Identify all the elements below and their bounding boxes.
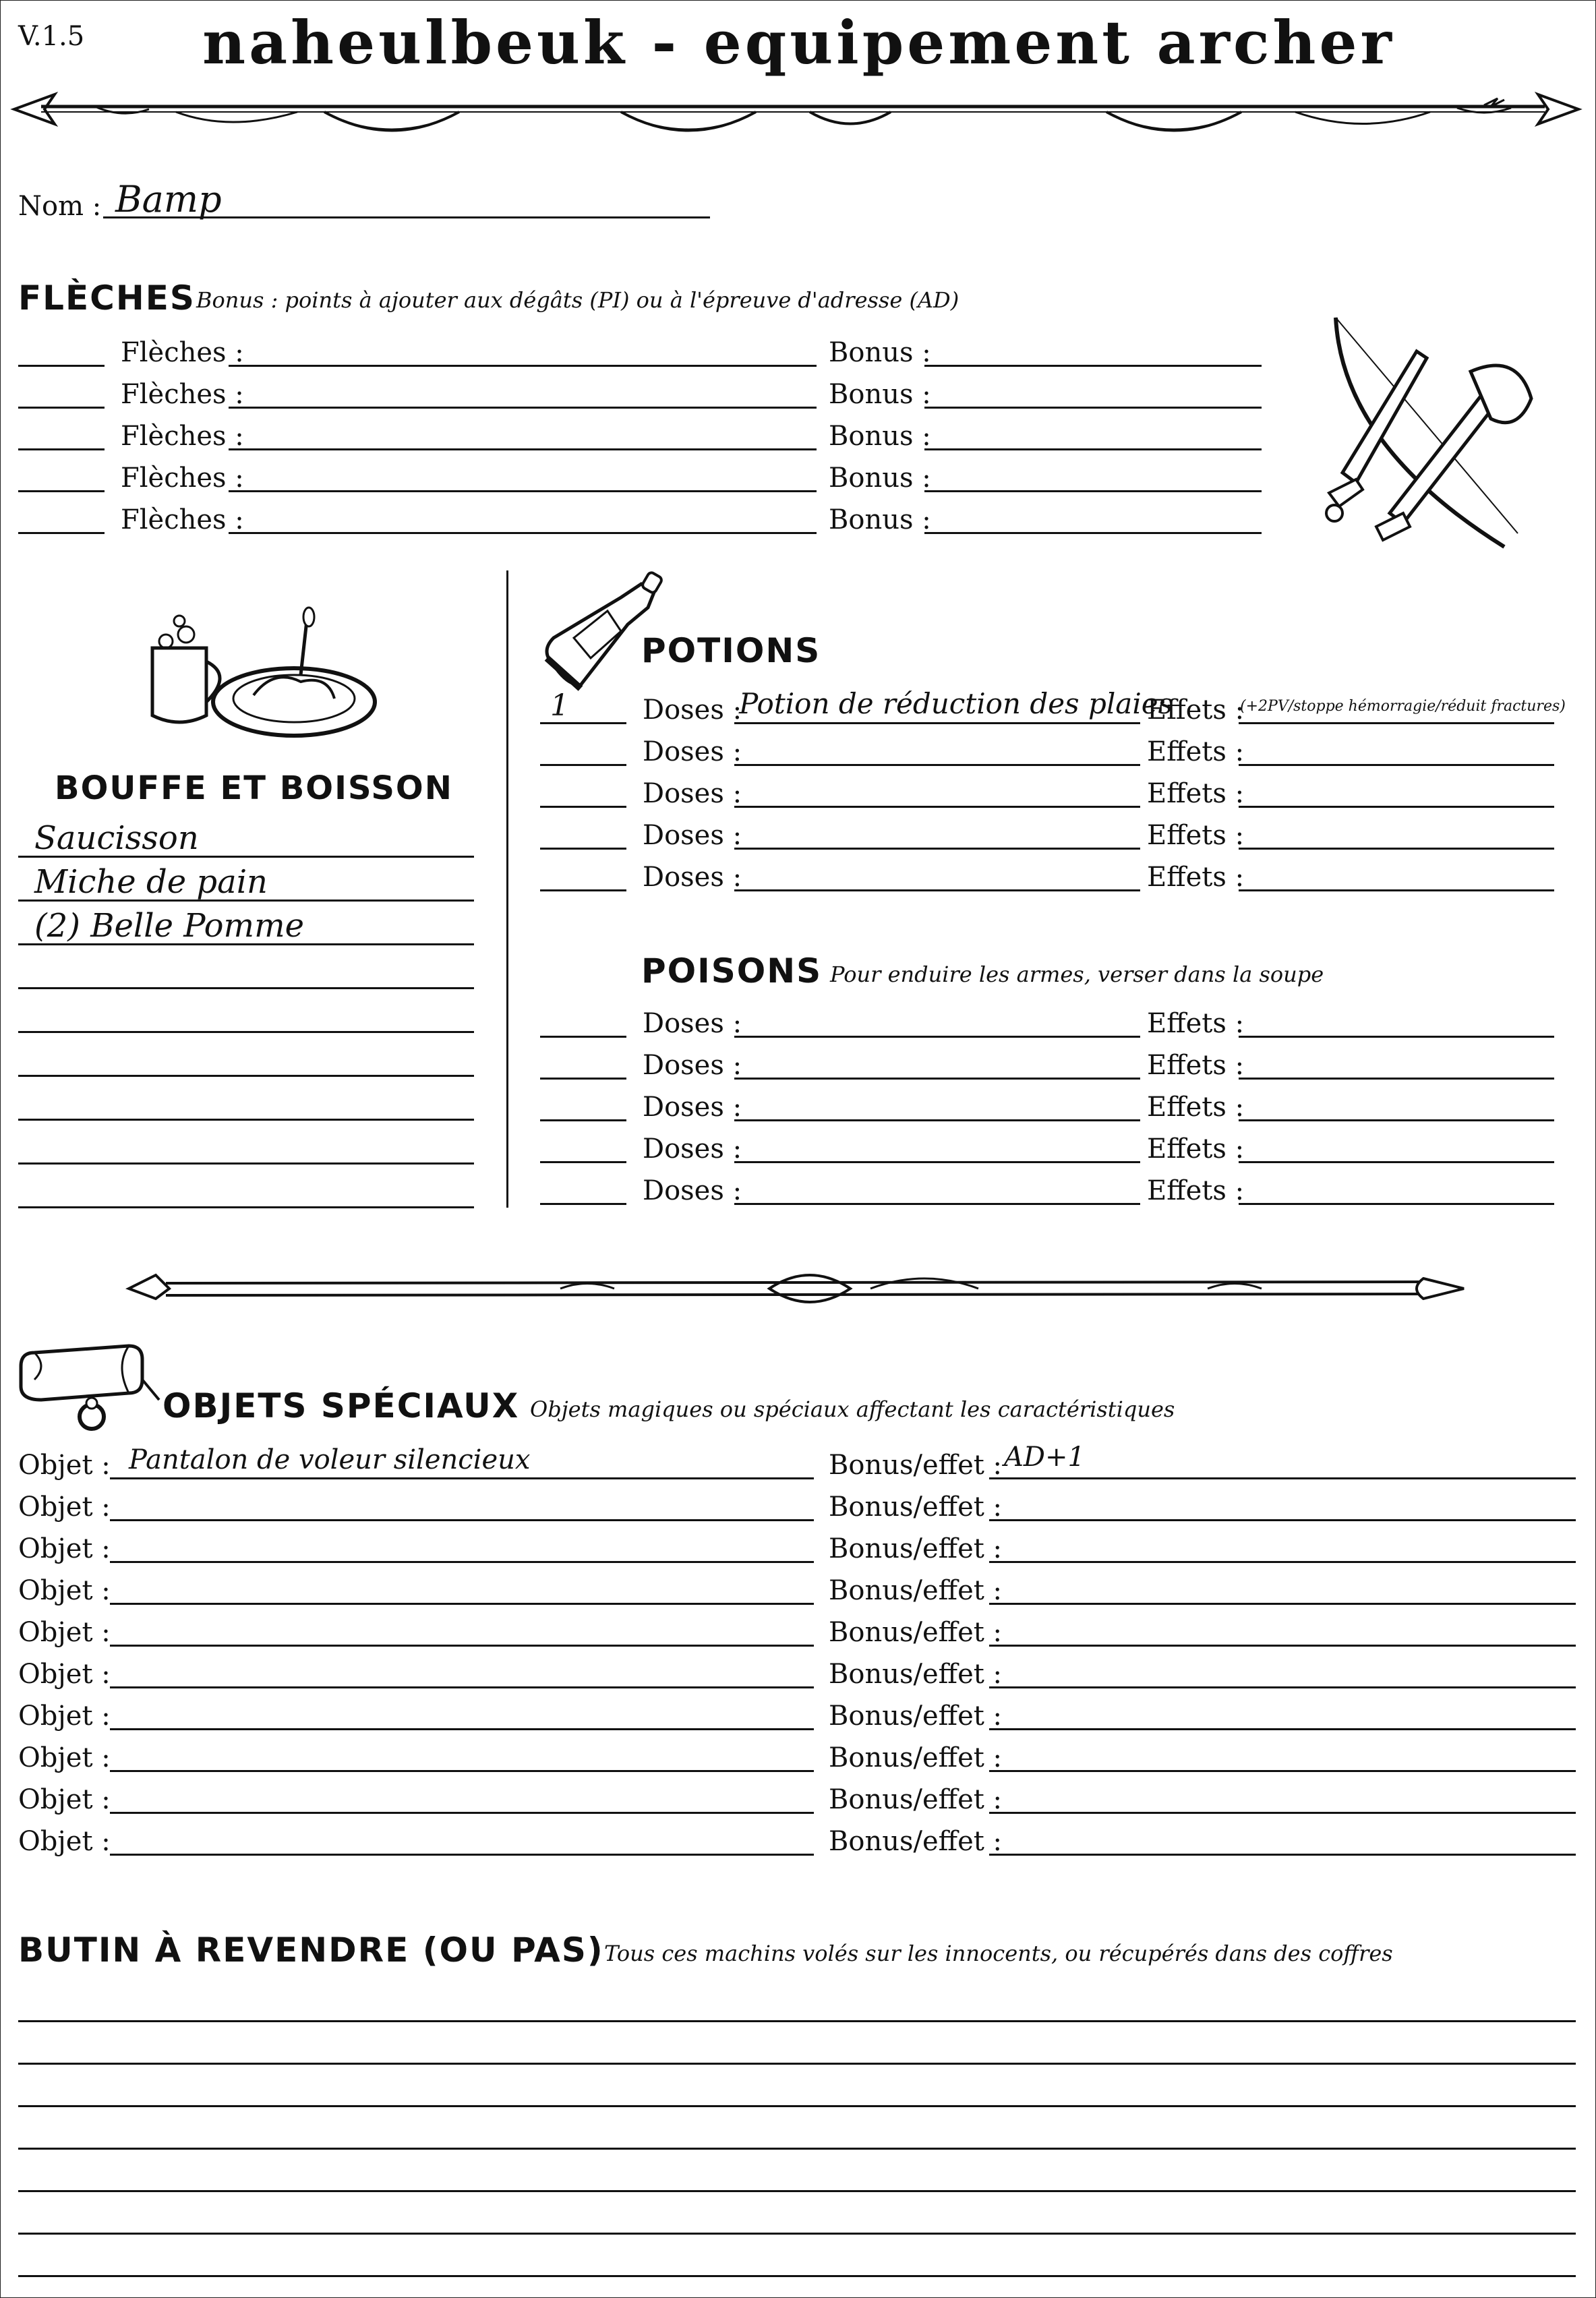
objet-bonus-field[interactable] [989,1770,1576,1772]
column-divider [506,570,508,1208]
scroll-ring-illustration [14,1339,162,1440]
objet-label: Objet : [18,1492,111,1523]
poison-effets-label: Effets : [1147,1092,1245,1123]
butin-heading: BUTIN À REVENDRE (OU PAS) [18,1931,604,1970]
potion-effect-field[interactable] [1239,848,1554,850]
potion-qty-field[interactable] [540,848,626,850]
butin-line[interactable] [18,2148,1576,2150]
objet-bonus-field[interactable] [989,1477,1576,1479]
potion-effect-field[interactable] [1239,889,1554,891]
fleches-name-field[interactable] [229,407,817,409]
potion-effets-label: Effets : [1147,862,1245,893]
bouffe-heading: BOUFFE ET BOISSON [55,769,453,807]
page-title: naheulbeuk - equipement archer [202,7,1395,78]
poison-doses-label: Doses : [643,1050,742,1081]
potion-name-field[interactable] [734,889,1140,891]
objet-name-value[interactable]: Pantalon de voleur silencieux [129,1444,531,1475]
fleches-name-field[interactable] [229,490,817,492]
poison-qty-field[interactable] [540,1161,626,1163]
fleches-bonus-field[interactable] [924,407,1262,409]
objet-name-field[interactable] [110,1645,814,1647]
potion-name-value[interactable]: Potion de réduction des plaies [739,687,1173,720]
objet-bonus-label: Bonus/effet : [829,1492,1003,1523]
objet-bonus-field[interactable] [989,1645,1576,1647]
objets-heading: OBJETS SPÉCIAUX [162,1386,520,1425]
fleches-bonus-label: Bonus : [829,504,931,535]
food-platter-illustration [139,608,375,742]
potion-doses-label: Doses : [643,820,742,851]
fleches-name-field[interactable] [229,532,817,534]
poison-name-field[interactable] [734,1119,1140,1121]
objet-bonus-label: Bonus/effet : [829,1784,1003,1815]
fleches-label: Flèches : [121,379,244,410]
butin-line[interactable] [18,2233,1576,2235]
potion-qty-field[interactable] [540,889,626,891]
bouffe-item-line[interactable] [18,1162,474,1165]
objet-label: Objet : [18,1617,111,1648]
bouffe-item-line[interactable] [18,1119,474,1121]
butin-line[interactable] [18,2190,1576,2192]
objet-name-field[interactable] [110,1686,814,1688]
objet-name-field[interactable] [110,1477,814,1479]
poison-name-field[interactable] [734,1203,1140,1205]
poison-effect-field[interactable] [1239,1078,1554,1080]
objet-name-field[interactable] [110,1854,814,1856]
objet-bonus-field[interactable] [989,1854,1576,1856]
bouffe-item-line[interactable] [18,1031,474,1033]
objet-label: Objet : [18,1450,111,1481]
objet-label: Objet : [18,1701,111,1732]
poison-qty-field[interactable] [540,1119,626,1121]
objet-label: Objet : [18,1784,111,1815]
potion-qty-field[interactable] [540,722,626,724]
objet-bonus-field[interactable] [989,1561,1576,1563]
fleches-name-field[interactable] [229,365,817,367]
poison-qty-field[interactable] [540,1036,626,1038]
potion-effets-label: Effets : [1147,820,1245,851]
objet-bonus-field[interactable] [989,1812,1576,1814]
objet-bonus-field[interactable] [989,1603,1576,1605]
poison-effets-label: Effets : [1147,1008,1245,1039]
objet-bonus-field[interactable] [989,1728,1576,1730]
fleches-label: Flèches : [121,421,244,452]
poison-doses-label: Doses : [643,1175,742,1206]
objet-bonus-label: Bonus/effet : [829,1701,1003,1732]
bouffe-item-text[interactable]: Saucisson [34,819,199,857]
objet-bonus-label: Bonus/effet : [829,1826,1003,1857]
decorative-arrow-banner [14,85,1578,152]
fleches-qty-field[interactable] [18,448,105,450]
bouffe-item-text[interactable]: Miche de pain [34,863,268,901]
fleches-bonus-label: Bonus : [829,463,931,494]
poison-effect-field[interactable] [1239,1036,1554,1038]
potion-effect-value[interactable]: (+2PV/stoppe hémorragie/réduit fractures) [1240,698,1566,715]
objet-name-field[interactable] [110,1519,814,1521]
bouffe-item-line[interactable] [18,856,474,858]
objet-name-field[interactable] [110,1812,814,1814]
fleches-bonus-field[interactable] [924,532,1262,534]
fleches-bonus-field[interactable] [924,448,1262,450]
potion-effets-label: Effets : [1147,736,1245,767]
poison-effect-field[interactable] [1239,1203,1554,1205]
potion-effect-field[interactable] [1239,806,1554,808]
poison-doses-label: Doses : [643,1133,742,1165]
poison-effets-label: Effets : [1147,1133,1245,1165]
butin-line[interactable] [18,2063,1576,2065]
potion-effets-label: Effets : [1147,778,1245,809]
poison-qty-field[interactable] [540,1078,626,1080]
objet-label: Objet : [18,1533,111,1564]
poison-doses-label: Doses : [643,1092,742,1123]
fleches-bonus-field[interactable] [924,490,1262,492]
poisons-subtitle: Pour enduire les armes, verser dans la soupe [830,962,1324,987]
fleches-bonus-label: Bonus : [829,337,931,368]
fleches-bonus-field[interactable] [924,365,1262,367]
objet-name-field[interactable] [110,1561,814,1563]
poison-doses-label: Doses : [643,1008,742,1039]
objet-bonus-label: Bonus/effet : [829,1533,1003,1564]
objet-label: Objet : [18,1575,111,1606]
fleches-label: Flèches : [121,504,244,535]
bouffe-item-line[interactable] [18,900,474,902]
poison-effets-label: Effets : [1147,1175,1245,1206]
objet-bonus-label: Bonus/effet : [829,1742,1003,1773]
objet-bonus-field[interactable] [989,1519,1576,1521]
objet-bonus-value[interactable]: AD+1 [1004,1442,1085,1473]
fleches-heading: FLÈCHES [18,278,196,318]
name-label: Nom : [18,191,102,222]
poisons-heading: POISONS [641,951,823,991]
potion-doses-label: Doses : [643,862,742,893]
bouffe-item-line[interactable] [18,1206,474,1208]
butin-line[interactable] [18,2105,1576,2107]
fleches-name-field[interactable] [229,448,817,450]
butin-line[interactable] [18,2275,1576,2277]
potion-qty-value[interactable]: 1 [550,688,569,723]
objet-bonus-field[interactable] [989,1686,1576,1688]
crossed-weapons-illustration [1316,311,1558,554]
potion-doses-label: Doses : [643,778,742,809]
fleches-qty-field[interactable] [18,407,105,409]
poison-effets-label: Effets : [1147,1050,1245,1081]
bouffe-item-line[interactable] [18,1075,474,1077]
potion-effect-field[interactable] [1239,764,1554,766]
objet-label: Objet : [18,1826,111,1857]
fleches-qty-field[interactable] [18,490,105,492]
fleches-label: Flèches : [121,337,244,368]
fleches-qty-field[interactable] [18,532,105,534]
objet-label: Objet : [18,1659,111,1690]
butin-subtitle: Tous ces machins volés sur les innocents, ou récupérés dans des coffres [604,1941,1393,1966]
objet-bonus-label: Bonus/effet : [829,1617,1003,1648]
potion-name-field[interactable] [734,848,1140,850]
poison-effect-field[interactable] [1239,1161,1554,1163]
potion-name-field[interactable] [734,764,1140,766]
poison-name-field[interactable] [734,1161,1140,1163]
bouffe-item-line[interactable] [18,987,474,989]
poison-qty-field[interactable] [540,1203,626,1205]
potion-effets-label: Effets : [1147,695,1245,726]
objet-bonus-label: Bonus/effet : [829,1575,1003,1606]
objet-name-field[interactable] [110,1728,814,1730]
potion-name-field[interactable] [734,722,1140,724]
potion-qty-field[interactable] [540,806,626,808]
potion-effect-field[interactable] [1239,722,1554,724]
bouffe-item-line[interactable] [18,943,474,945]
fleches-qty-field[interactable] [18,365,105,367]
butin-line[interactable] [18,2020,1576,2022]
fleches-subtitle: Bonus : points à ajouter aux dégâts (PI) ou à l'épreuve d'adresse (AD) [196,287,959,313]
potion-name-field[interactable] [734,806,1140,808]
poison-name-field[interactable] [734,1078,1140,1080]
objet-label: Objet : [18,1742,111,1773]
objet-name-field[interactable] [110,1603,814,1605]
poison-effect-field[interactable] [1239,1119,1554,1121]
potion-doses-label: Doses : [643,695,742,726]
potion-doses-label: Doses : [643,736,742,767]
objet-bonus-label: Bonus/effet : [829,1659,1003,1690]
objet-name-field[interactable] [110,1770,814,1772]
objet-bonus-label: Bonus/effet : [829,1450,1003,1481]
poison-name-field[interactable] [734,1036,1140,1038]
potion-qty-field[interactable] [540,764,626,766]
potions-heading: POTIONS [641,631,821,670]
version-label: V.1.5 [18,21,85,52]
staff-divider [129,1262,1477,1309]
name-value[interactable]: Bamp [115,178,222,220]
fleches-bonus-label: Bonus : [829,421,931,452]
bouffe-item-text[interactable]: (2) Belle Pomme [34,907,304,945]
objets-subtitle: Objets magiques ou spéciaux affectant les caractéristiques [530,1396,1175,1422]
name-field-line[interactable] [103,216,710,218]
fleches-bonus-label: Bonus : [829,379,931,410]
fleches-label: Flèches : [121,463,244,494]
